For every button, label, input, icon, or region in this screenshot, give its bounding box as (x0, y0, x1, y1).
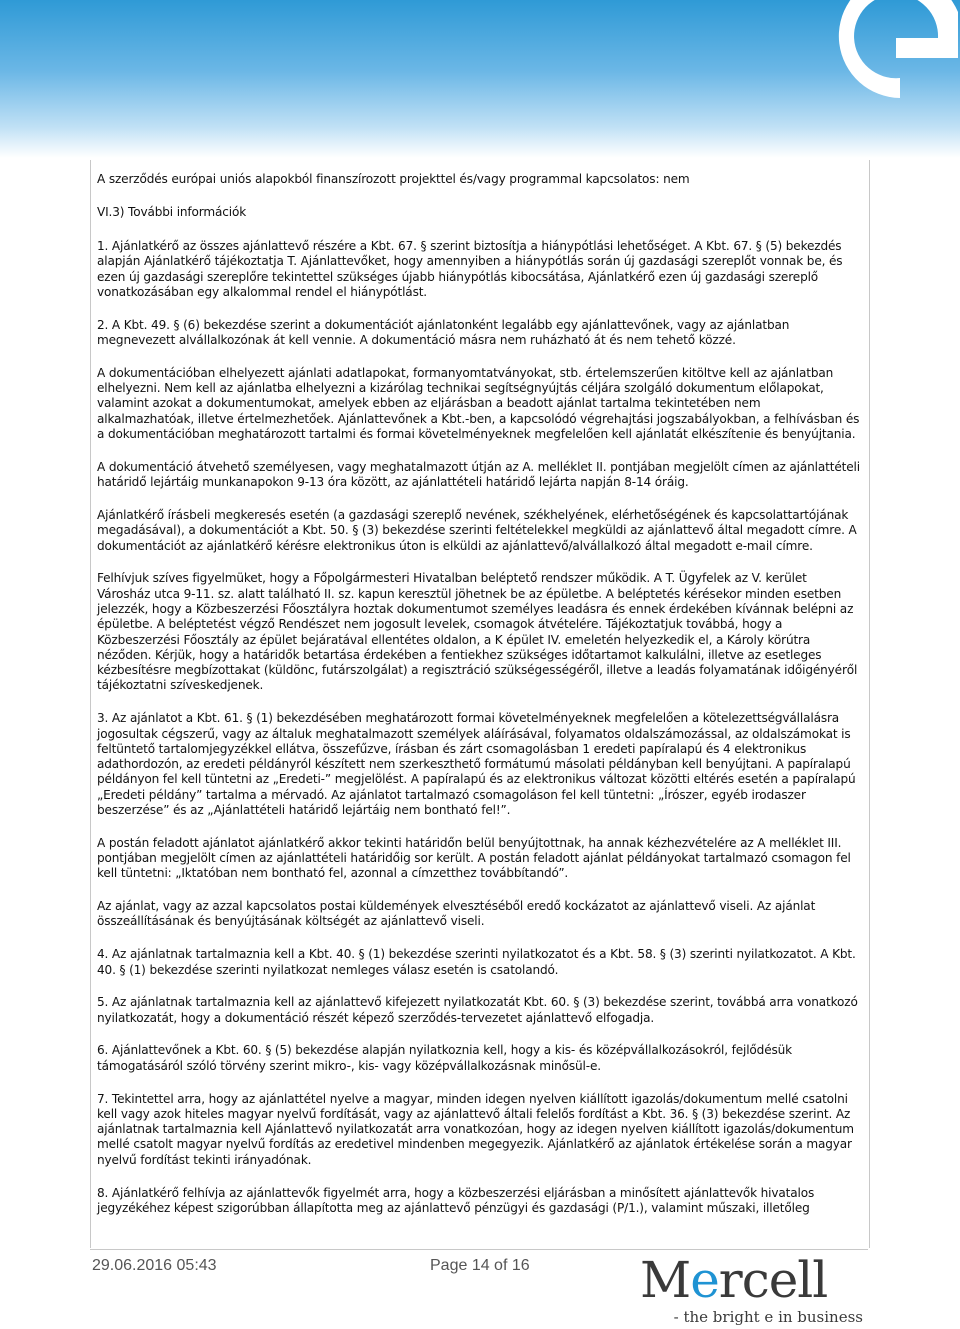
paragraph-risk: Az ajánlat, vagy az azzal kapcsolatos postai küldemények elvesztéséből eredő kockázatot az ajánlattevő viseli. Az ajánlat összeállításának és benyújtásának költségét az ajánlattevő viseli. (97, 899, 816, 929)
header-band (0, 0, 960, 158)
paragraph-documentation-forms: A dokumentációban elhelyezett ajánlati adatlapokat, formanyomtatványokat, stb. értelemszerűen kitöltve kell az ajánlatban elhelyezni. Nem kell az ajánlatba elhelyezni a kizárólag technikai segítségnyújtás céljára szolgáló dokumentum előlapokat, valamint azokat a dokumentumokat, amelyek ebben az eljárásban a beadott ajánlat tartalma tekintetében nem alkalmazhatóak, illetve értelmezhetőek. Ajánlattevőnek a Kbt.-ben, a kapcsolódó végrehajtási jogszabályokban, a felhívásban és a dokumentációban meghatározott tartalmi és formai követelményeknek megfelelően kell ajánlatát elkészítenie és benyújtania. (97, 365, 860, 442)
paragraph-7: 7. Tekintettel arra, hogy az ajánlattétel nyelve a magyar, minden idegen nyelven kiállított igazolás/dokumentum mellé csatolni kell vagy azok hiteles magyar nyelvű fordítását, vagy az ajánlattevő általi felelős fordítást a Kbt. 36. § (3) bekezdése szerint. Az ajánlatnak tartalmaznia kell Ajánlattevő nyilatkozatát arra vonatkozóan, hogy az idegen nyelven kiállított igazolás/dokumentum mellé csatolt magyar nyelvű fordítás az eredetivel mindenben megegyezik. Ajánlatkérő az ajánlatok értékelése során a magyar nyelvű fordítást tekinti irányadónak. (97, 1091, 854, 1167)
paragraph-1: 1. Ajánlatkérő az összes ajánlattevő részére a Kbt. 67. § szerint biztosítja a hiánypótlási lehetőséget. A Kbt. 67. § (5) bekezdés alapján Ajánlatkérő tájékoztatja T. Ajánlattevőket, hogy amennyiben a hiánypótlás során új gazdasági szereplőt vonnak be, és ezen új gazdasági szereplőre tekintettel szükséges újabb hiánypótlás kibocsátása, Ajánlatkérő ezen új gazdasági szereplő vonatkozásában egy alkalommal rendel el hiánypótlást. (97, 239, 843, 299)
marcell-e-logo-icon (830, 0, 960, 100)
paragraph-eu-funding: A szerződés európai uniós alapokból finanszírozott projekttel és/vagy programmal kapcsolatos: nem (97, 172, 690, 186)
paragraph-5: 5. Az ajánlatnak tartalmaznia kell az ajánlattevő kifejezett nyilatkozatát Kbt. 60. § (3) bekezdése szerint, továbbá arra vonatkozó nyilatkozatát, hogy a dokumentáció részét képező szerződés-tervezetet ajánlattevő elfogadja. (97, 995, 858, 1025)
document-body (97, 172, 860, 1234)
paragraph-entry-system: Felhívjuk szíves figyelmüket, hogy a Főpolgármesteri Hivatalban beléptető rendszer működik. A T. Ügyfelek az V. kerület Városház utca 9-11. sz. alatt található II. sz. kapun keresztül jöhetnek be az épületbe. A beléptetés kérésekor minden esetben jelezzék, hogy a Közbeszerzési Főosztályra hoztak dokumentumot személyes leadásra és ennek érdekében kívánnak belépni az épületbe. A beléptetést végző Rendészet nem jogosult levelek, csomagok átvételére. Tájékoztatjuk továbbá, hogy a Közbeszerzési Főosztály az épület bejáratával ellentétes oldalon, a K épület IV. emeletén helyezkedik el, a Károly körútra néződen. Kérjük, hogy a határidők betartása érdekében a fentiekhez szükséges időtartamot kalkulálni, illetve az esetleges kézbesítésre megbízottakat (küldönc, futárszolgálat) a regisztráció szükségességéről, illetve a leadás folyamatának időigényéről tájékoztatni szíveskedjenek. (97, 571, 858, 693)
brand-e-mark: e (690, 1251, 719, 1309)
brand-logo (640, 1252, 865, 1327)
paragraph-6: 6. Ajánlattevőnek a Kbt. 60. § (5) bekezdése alapján nyilatkoznia kell, hogy a kis- és középvállalkozásokról, fejlődésük támogatásáról szóló törvény szerint mikro-, kis- vagy középvállalkozásnak minősül-e. (97, 1043, 793, 1073)
paragraph-8: 8. Ajánlatkérő felhívja az ajánlattevők figyelmét arra, hogy a közbeszerzési eljárásban a minősített ajánlattevők hivatalos jegyzékéhez képest szigorúbban állapítottа meg az ajánlattevő pénzügyi és gazdasági (P/1.), valamint műszaki, illetőleg (97, 1185, 815, 1215)
footer-timestamp: 29.06.2016 05:43 (92, 1257, 217, 1274)
paragraph-3: 3. Az ajánlatot a Kbt. 61. § (1) bekezdésében meghatározott formai követelményeknek megfelelően a kötelezettségvállalásra jogosultak cégszerű, vagy az általuk meghatalmazott személyek aláírásával, folyamatos oldalszámozással, az oldalszámokat is feltüntető tartalomjegyzékkel ellátva, összefűzve, írásban és zárt csomagolásban 1 eredeti papíralapú és 4 elektronikus adathordozón, az eredeti példányról készített nem szerkeszthető formátumú másolati példányban kell benyújtani. A papíralapú példányon fel kell tüntetni az „Eredeti-” megjelölést. A papíralapú és az elektronikus változat közötti eltérés esetén a papíralapú „Eredeti példány” tartalma a mérvadó. Az ajánlatot tartalmazó csomagoláson fel kell tüntetni: „Írószer, egyéb irodaszer beszerzése” és az „Ajánlattételi határidő lejártáig nem bontható fel!”. (97, 711, 856, 817)
brand-name-suffix: rcell (718, 1251, 828, 1309)
brand-name (640, 1252, 827, 1308)
section-heading: VI.3) További információk (97, 204, 247, 219)
paragraph-4: 4. Az ajánlatnak tartalmaznia kell a Kbt. 40. § (1) bekezdése szerinti nyilatkozatot és a Kbt. 58. § (3) szerinti nyilatkozatot. A Kbt. 40. § (1) bekezdése szerinti nyilatkozat nemleges válasz esetén is csatolandó. (97, 947, 856, 977)
brand-name-prefix: M (640, 1251, 691, 1309)
paragraph-documentation-pickup: A dokumentáció átvehető személyesen, vagy meghatalmazott útján az A. melléklet II. pontjában megjelölt címen az ajánlattételi határidő lejártáig munkanapokon 9-13 óra között, az ajánlattételi határidő lejárta napján 8-14 óráig. (97, 459, 860, 490)
footer-divider (90, 1249, 868, 1250)
paragraph-written-request: Ajánlatkérő írásbeli megkeresés esetén (a gazdasági szereplő nevének, székhelyének, elérhetőségének és kapcsolattartójának megadásával), a dokumentációt a Kbt. 50. § (3) bekezdése szerinti feltételekkel megküldi az ajánlattevő által megadott címre. A dokumentációt az ajánlatkérő kérésre elektronikus úton is elküldi az ajánlattevő/alvállalkozó által megadott e-mail címre. (97, 507, 857, 553)
paragraph-2: 2. A Kbt. 49. § (6) bekezdése szerint a dokumentációt ajánlatonként legalább egy ajánlattevőnek, vagy az ajánlatban megnevezett alvállalkozónak át kell vennie. A dokumentáció másra nem ruházható át és nem tehető közzé. (97, 317, 790, 348)
paragraph-postal: A postán feladott ajánlatot ajánlatkérő akkor tekinti határidőn belül benyújtottnak, ha annak kézhezvételére az A melléklet III. pontjában megjelölt címen az ajánlattételi határidőig sor került. A postán feladott ajánlat példányokat tartalmazó csomagon fel kell tüntetni: „Iktatóban nem bontható fel, azonnal a címzetthez továbbítandó”. (97, 835, 851, 881)
page-number: Page 14 of 16 (430, 1257, 530, 1274)
brand-tagline: - the bright e in business (673, 1308, 863, 1326)
